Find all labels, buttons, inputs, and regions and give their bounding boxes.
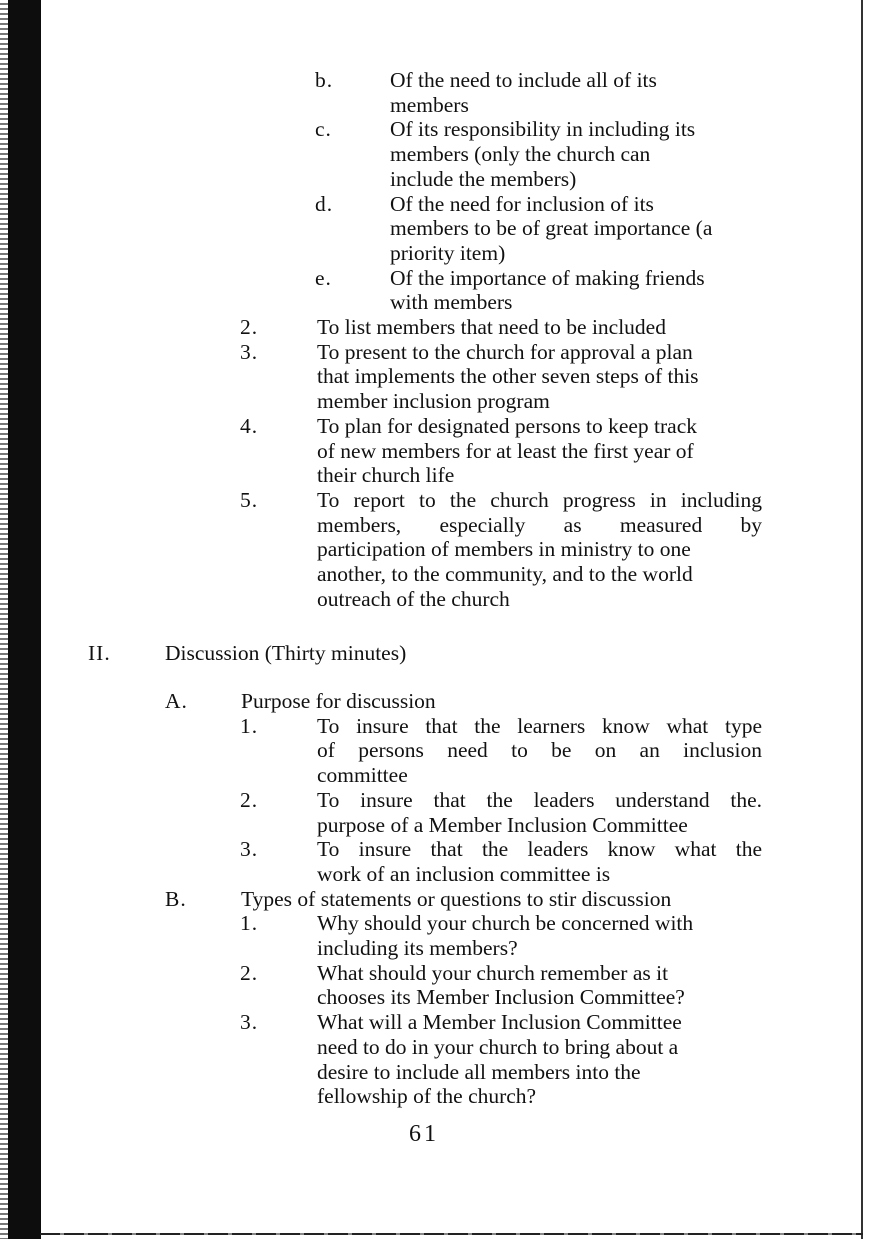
item-label: c. <box>315 117 332 142</box>
item-text-line: members, especially as measured by <box>317 512 762 537</box>
item-text-line: their church life <box>317 463 455 488</box>
item-text-line: To insure that the leaders know what the <box>317 837 762 862</box>
item-text-line: chooses its Member Inclusion Committee? <box>317 985 685 1010</box>
item-text-line: To insure that the learners know what type <box>317 713 762 738</box>
item-label: e. <box>315 265 332 290</box>
section-label: II. <box>88 641 111 665</box>
item-text-line: need to do in your church to bring about a <box>317 1034 679 1059</box>
item-text-line: desire to include all members into the <box>317 1059 641 1084</box>
item-text-line: participation of members in ministry to one <box>317 537 691 562</box>
item-text-line: To report to the church progress in including <box>317 487 762 512</box>
part-title: Types of statements or questions to stir discussion <box>241 886 672 911</box>
section-title: Discussion (Thirty minutes) <box>165 641 407 665</box>
item-label: b. <box>315 68 334 92</box>
item-label: 4. <box>240 413 259 438</box>
part-label: B. <box>165 886 187 911</box>
item-text-line: What should your church remember as it <box>317 960 669 985</box>
item-text-line: To plan for designated persons to keep track <box>317 413 697 438</box>
item-label: d. <box>315 191 334 216</box>
scan-edge-right <box>861 0 863 1239</box>
item-text-line: fellowship of the church? <box>317 1084 537 1109</box>
item-text-line: What will a Member Inclusion Committee <box>317 1010 682 1035</box>
item-label: 3. <box>240 1010 259 1035</box>
item-text-line: including its members? <box>317 936 518 960</box>
item-text-line: of new members for at least the first year of <box>317 438 694 463</box>
item-text-line: members (only the church can <box>390 142 651 167</box>
item-label: 5. <box>240 487 259 512</box>
item-label: 1. <box>240 713 259 738</box>
item-text-line: Of its responsibility in including its <box>390 117 696 142</box>
item-text-line: To insure that the leaders understand the. <box>317 787 762 812</box>
item-text-line: members to be of great importance (a <box>390 216 713 241</box>
item-text-line: priority item) <box>390 240 506 265</box>
item-label: 2. <box>240 315 259 339</box>
item-text-line: work of an inclusion committee is <box>317 861 611 886</box>
scan-binding-shadow <box>8 0 41 1239</box>
scan-edge-left <box>0 0 8 1239</box>
item-text-line: purpose of a Member Inclusion Committee <box>317 812 688 837</box>
item-text-line: Why should your church be concerned with <box>317 911 694 936</box>
item-text-line: members <box>390 92 469 117</box>
item-text-line: of persons need to be on an inclusion <box>317 738 762 763</box>
item-text-line: To present to the church for approval a plan <box>317 339 693 364</box>
item-text-line: committee <box>317 763 408 788</box>
item-label: 2. <box>240 960 259 985</box>
item-label: 1. <box>240 911 259 936</box>
item-text-line: To list members that need to be included <box>317 315 666 339</box>
item-text-line: another, to the community, and to the world <box>317 562 693 586</box>
item-text-line: that implements the other seven steps of this <box>317 364 699 389</box>
item-text-line: Of the need for inclusion of its <box>390 191 654 216</box>
item-text-line: outreach of the church <box>317 586 510 611</box>
item-label: 3. <box>240 339 259 364</box>
item-text-line: with members <box>390 290 513 315</box>
item-text-line: Of the need to include all of its <box>390 68 657 92</box>
part-label: A. <box>165 689 188 713</box>
item-text-line: Of the importance of making friends <box>390 265 705 290</box>
item-label: 3. <box>240 837 259 862</box>
scan-edge-bottom <box>40 1233 863 1235</box>
item-text-line: include the members) <box>390 166 577 191</box>
item-text-line: member inclusion program <box>317 389 550 414</box>
item-label: 2. <box>240 787 259 812</box>
page-number: 61 <box>409 1121 439 1147</box>
part-title: Purpose for discussion <box>241 689 436 713</box>
